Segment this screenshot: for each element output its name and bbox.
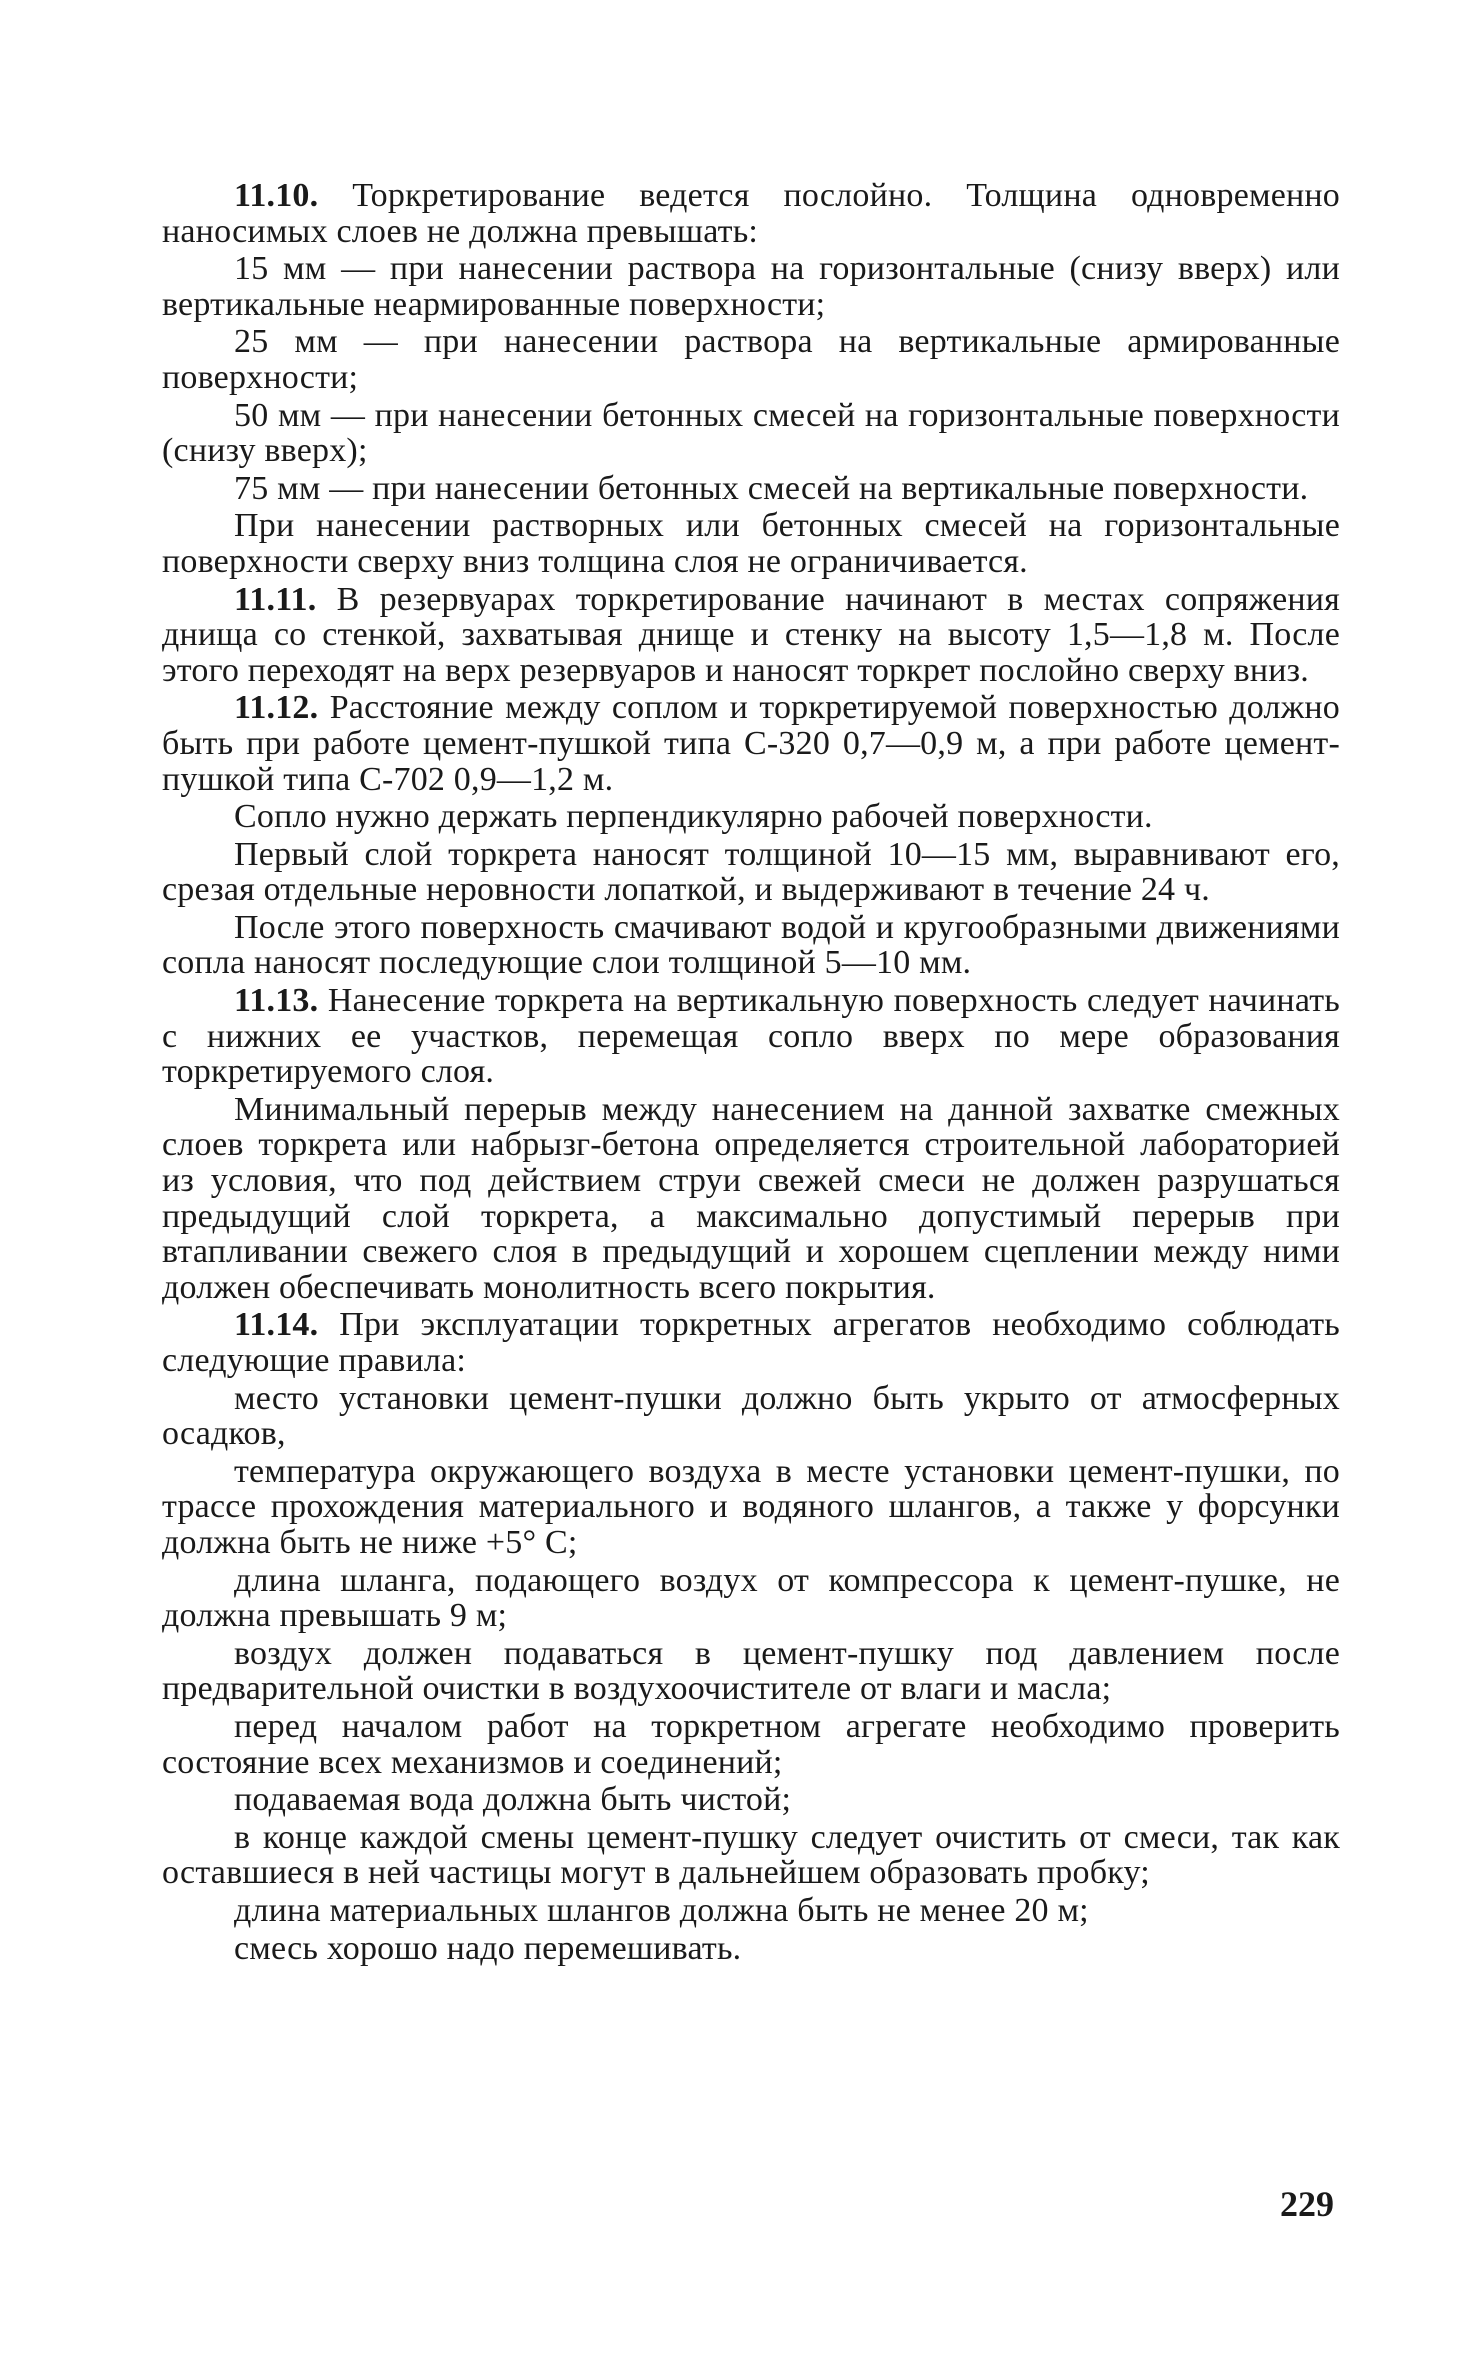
- paragraph: [162, 910, 1340, 981]
- paragraph: [162, 983, 1340, 1090]
- paragraph-text: При эксплуатации торкретных агрегатов необходимо соблюдать следующие правила:: [162, 1306, 1340, 1379]
- paragraph: [162, 1381, 1340, 1452]
- paragraph-text: После этого поверхность смачивают водой и кругообразными движениями сопла наносят последующие слои толщиной 5—10 мм.: [162, 908, 1340, 982]
- section-number: 11.13.: [234, 982, 319, 1020]
- paragraph-text: температура окружающего воздуха в месте установки цемент-пушки, по трассе прохождения материального и водяного шлангов, а также у форсунки должна быть не ниже +5° С;: [162, 1452, 1340, 1561]
- paragraph: [162, 1307, 1340, 1378]
- paragraph: [162, 324, 1340, 395]
- paragraph-text: 75 мм — при нанесении бетонных смесей на вертикальные поверхности.: [234, 469, 1309, 507]
- paragraph: [162, 471, 1340, 507]
- paragraph-text: При нанесении растворных или бетонных смесей на горизонтальные поверхности сверху вниз толщина слоя не ограничивается.: [162, 507, 1340, 580]
- paragraph: [162, 1820, 1340, 1891]
- page-number: 229: [1280, 2184, 1334, 2224]
- paragraph: [162, 178, 1340, 249]
- paragraph: [162, 1931, 1340, 1967]
- paragraph: [162, 398, 1340, 469]
- section-number: 11.12.: [234, 689, 319, 727]
- section-number: 11.14.: [234, 1306, 319, 1344]
- paragraph-text: в конце каждой смены цемент-пушку следует очистить от смеси, так как оставшиеся в ней частицы могут в дальнейшем образовать пробку;: [162, 1818, 1340, 1892]
- paragraph-text: Нанесение торкрета на вертикальную поверхность следует начинать с нижних ее участков, перемещая сопло вверх по мере образования торкретируемого слоя.: [162, 982, 1340, 1091]
- paragraph-text: 25 мм — при нанесении раствора на вертикальные армированные поверхности;: [162, 323, 1340, 396]
- paragraph-text: длина материальных шлангов должна быть не менее 20 м;: [234, 1891, 1089, 1929]
- paragraph: [162, 837, 1340, 908]
- paragraph-text: Расстояние между соплом и торкретируемой поверхностью должно быть при работе цемент-пушкой типа С-320 0,7—0,9 м, а при работе цемент-пушкой типа С-702 0,9—1,2 м.: [162, 689, 1340, 798]
- paragraph: [162, 1454, 1340, 1561]
- paragraph: [162, 1563, 1340, 1634]
- paragraph: [162, 508, 1340, 579]
- paragraph-text: В резервуарах торкретирование начинают в местах сопряжения днища со стенкой, захватывая днище и стенку на высоту 1,5—1,8 м. После этого переходят на верх резервуаров и наносят торкрет послойно сверху вниз.: [162, 580, 1340, 689]
- paragraph-text: Сопло нужно держать перпендикулярно рабочей поверхности.: [234, 798, 1153, 836]
- paragraph-text: смесь хорошо надо перемешивать.: [234, 1929, 742, 1967]
- paragraph: [162, 251, 1340, 322]
- paragraph-text: воздух должен подаваться в цемент-пушку под давлением после предварительной очистки в воздухоочистителе от влаги и масла;: [162, 1634, 1340, 1708]
- section-number: 11.10.: [234, 177, 319, 214]
- paragraph-text: 15 мм — при нанесении раствора на горизонтальные (снизу вверх) или вертикальные неармированные поверхности;: [162, 250, 1340, 323]
- paragraph: [162, 690, 1340, 797]
- paragraph: [162, 799, 1340, 835]
- paragraph-text: Минимальный перерыв между нанесением на данной захватке смежных слоев торкрета или набрызг-бетона определяется строительной лабораторией из условия, что под действием струи свежей смеси не должен разрушаться предыдущий слой торкрета, а максимально допустимый перерыв при втапливании свежего слоя в предыдущий и хорошем сцеплении между ними должен обеспечивать монолитность всего покрытия.: [162, 1090, 1340, 1306]
- section-number: 11.11.: [234, 580, 317, 618]
- paragraph-text: Первый слой торкрета наносят толщиной 10—15 мм, выравнивают его, срезая отдельные неровности лопаткой, и выдерживают в течение 24 ч.: [162, 835, 1340, 909]
- paragraph: [162, 1636, 1340, 1707]
- paragraph: [162, 1893, 1340, 1929]
- paragraph: [162, 1709, 1340, 1780]
- paragraph-text: длина шланга, подающего воздух от компрессора к цемент-пушке, не должна превышать 9 м;: [162, 1561, 1340, 1635]
- paragraph-text: подаваемая вода должна быть чистой;: [234, 1781, 792, 1819]
- paragraph: [162, 1782, 1340, 1818]
- paragraph: [162, 582, 1340, 689]
- paragraph-text: 50 мм — при нанесении бетонных смесей на горизонтальные поверхности (снизу вверх);: [162, 396, 1340, 470]
- page-text-block: [162, 178, 1340, 1968]
- paragraph-text: Торкретирование ведется послойно. Толщина одновременно наносимых слоев не должна превышать:: [162, 177, 1340, 250]
- paragraph-text: место установки цемент-пушки должно быть укрыто от атмосферных осадков,: [162, 1379, 1340, 1453]
- paragraph-text: перед началом работ на торкретном агрегате необходимо проверить состояние всех механизмов и соединений;: [162, 1707, 1340, 1781]
- paragraph: [162, 1092, 1340, 1306]
